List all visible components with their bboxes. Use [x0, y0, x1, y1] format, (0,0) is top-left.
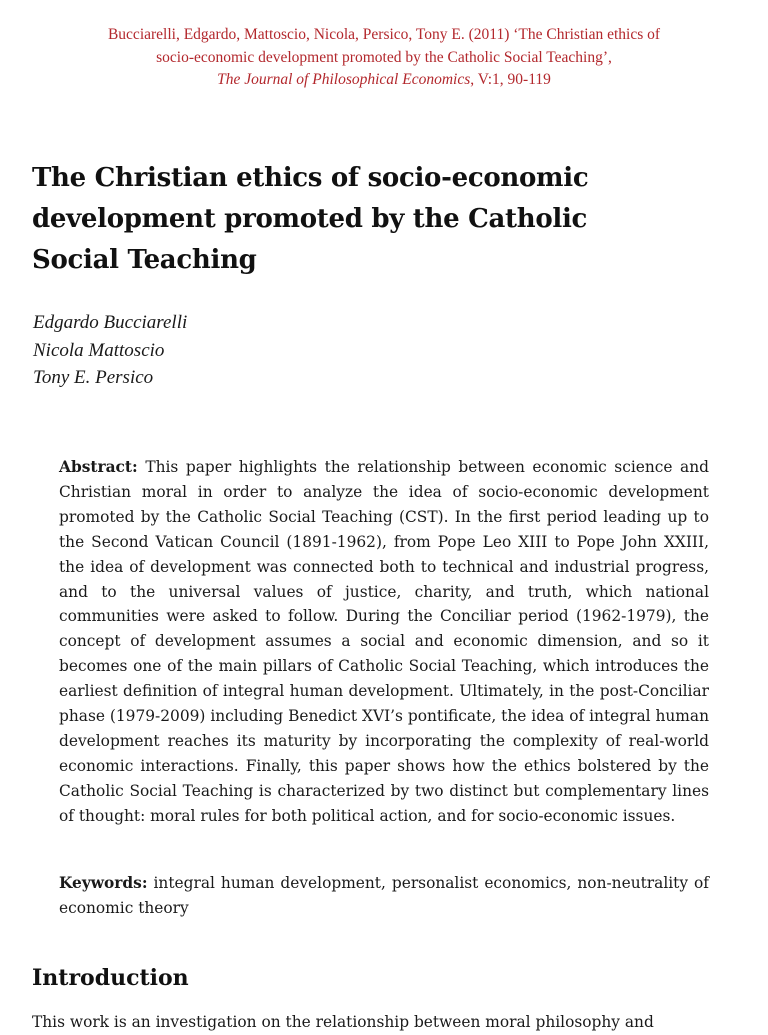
citation-volume: , V:1, 90-119: [470, 71, 551, 88]
abstract-text: This paper highlights the relationship between economic science and Christian moral in order to analyze the idea of socio-economic development promoted by the Catholic Social Teaching (CST). In the first period leading up to the Second Vatican Council (1891-1962), from Pope Leo XIII to Pope John XXIII, the idea of development was connected both to technical and industrial progress, and to the universal values of justice, charity, and truth, which national communities were asked to follow. During the Conciliar period (1962-1979), the concept of development assumes a social and economic dimension, and so it becomes one of the main pillars of Catholic Social Teaching, which introduces the earliest definition of integral human development. Ultimately, in the post-Conciliar phase (1979-2009) including Benedict XVI’s pontificate, the idea of integral human development reaches its maturity by incorporating the complexity of real-world economic interactions. Finally, this paper shows how the ethics bolstered by the Catholic Social Teaching is characterized by two distinct but complementary lines of thought: moral rules for both political action, and for socio-economic issues.: [59, 458, 709, 825]
citation-journal: The Journal of Philosophical Economics: [217, 71, 471, 88]
citation-line-1: Bucciarelli, Edgardo, Mattoscio, Nicola, Persico, Tony E. (2011) ‘The Christian ethics of: [107, 26, 661, 43]
section-heading-introduction: Introduction: [32, 965, 189, 991]
keywords-label: Keywords:: [59, 874, 148, 892]
keywords-text: integral human development, personalist economics, non-neutrality of economic theory: [59, 874, 709, 917]
author-name: Edgardo Bucciarelli: [33, 312, 188, 333]
citation-header: [30, 24, 738, 92]
author-name: Nicola Mattoscio: [33, 339, 165, 361]
abstract: [59, 455, 709, 829]
abstract-label: Abstract:: [59, 458, 138, 476]
introduction-text: This work is an investigation on the relationship between moral philosophy and: [32, 1013, 654, 1031]
author-name: Tony E. Persico: [33, 367, 154, 388]
paper-title: The Christian ethics of socio-economic development promoted by the Catholic Social Teaching: [32, 163, 589, 275]
author-list: [33, 309, 187, 392]
citation-line-2: socio-economic development promoted by the Catholic Social Teaching’,: [156, 48, 612, 66]
citation-line-3: [30, 69, 738, 92]
keywords: [59, 871, 709, 921]
